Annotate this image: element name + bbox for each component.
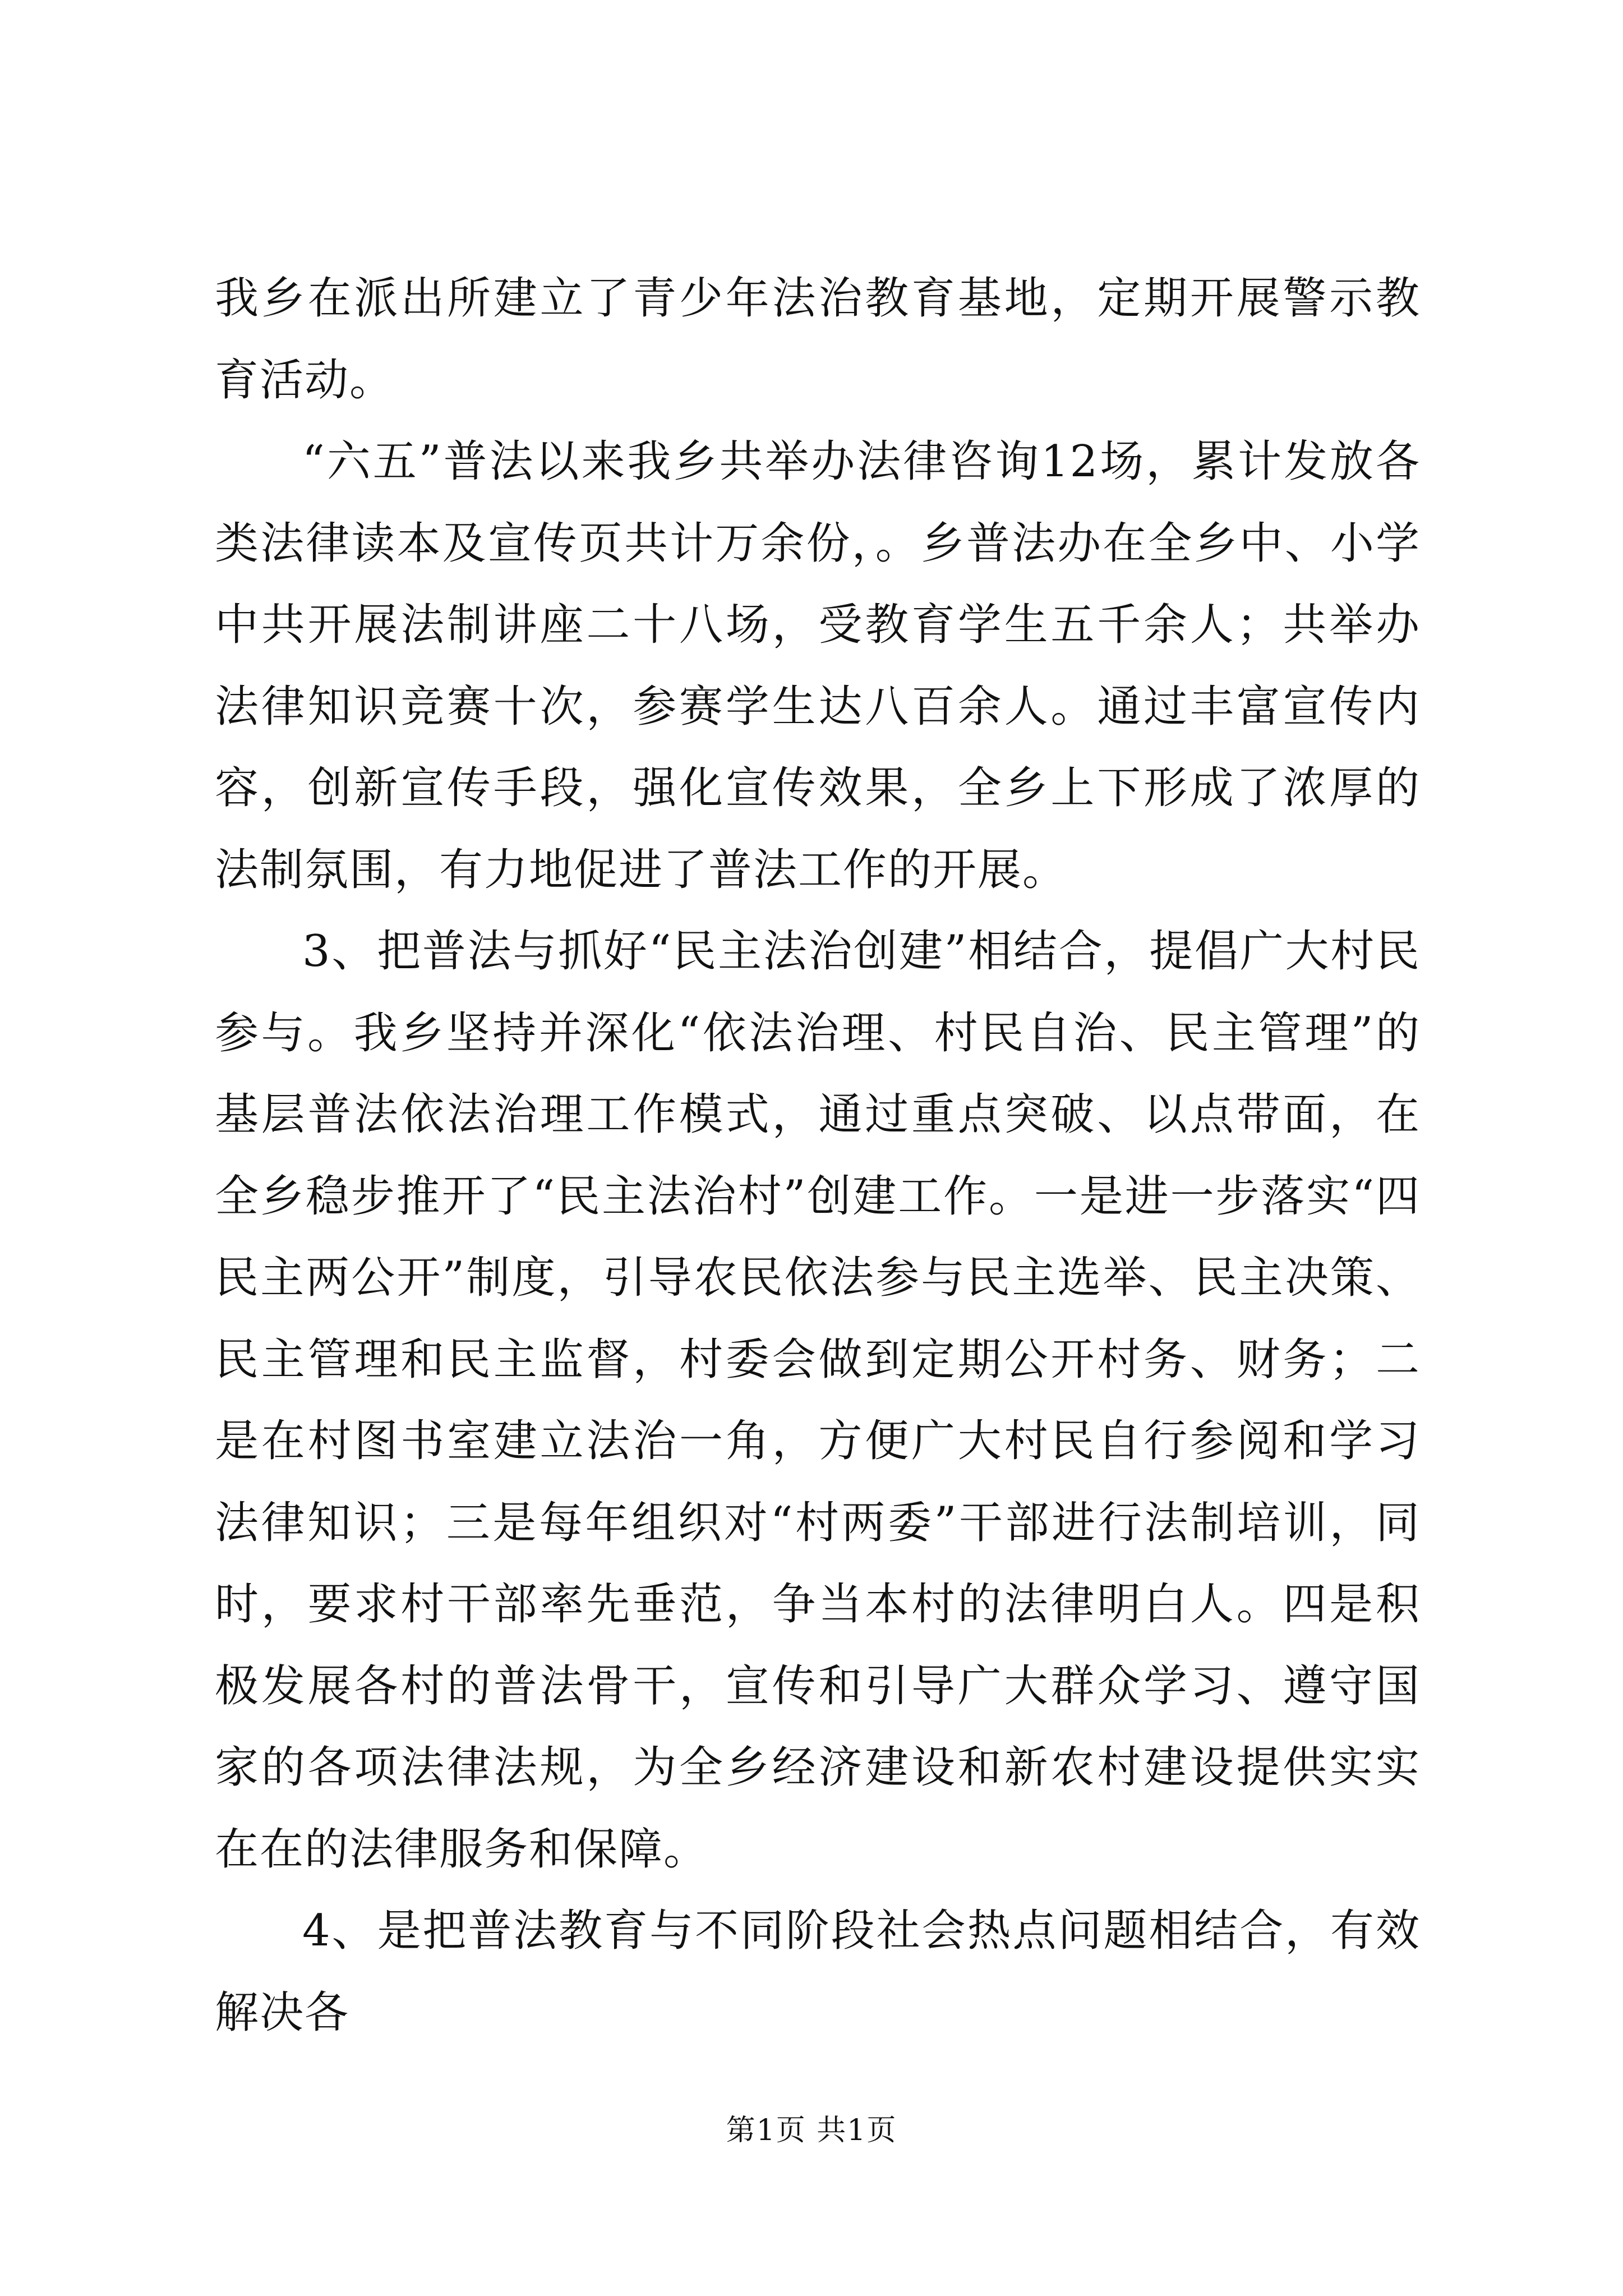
paragraph-2: “六五”普法以来我乡共举办法律咨询12场，累计发放各类法律读本及宣传页共计万余份，。乡普法办在全乡中、小学中共开展法制讲座二十八场，受教育学生五千余人；共举办法律知识竞赛十次，参赛学生达八百余人。通过丰富宣传内容，创新宣传手段，强化宣传效果，全乡上下形成了浓厚的法制氛围，有力地促进了普法工作的开展。 (215, 436, 1421, 895)
page-footer: 第1页 共1页 (726, 2114, 897, 2147)
paragraph-1: 我乡在派出所建立了青少年法治教育基地，定期开展警示教育活动。 (215, 273, 1421, 406)
document-body (215, 258, 1421, 2054)
paragraph-4: 4、是把普法教育与不同阶段社会热点问题相结合，有效解决各 (215, 1906, 1421, 2038)
paragraph-3: 3、把普法与抓好“民主法治创建”相结合，提倡广大村民参与。我乡坚持并深化“依法治理、村民自治、民主管理”的基层普法依法治理工作模式，通过重点突破、以点带面，在全乡稳步推开了“民主法治村”创建工作。一是进一步落实“四民主两公开”制度，引导农民依法参与民主选举、民主决策、民主管理和民主监督，村委会做到定期公开村务、财务；二是在村图书室建立法治一角，方便广大村民自行参阅和学习法律知识；三是每年组织对“村两委”干部进行法制培训，同时，要求村干部率先垂范，争当本村的法律明白人。四是积极发展各村的普法骨干，宣传和引导广大群众学习、遵守国家的各项法律法规，为全乡经济建设和新农村建设提供实实在在的法律服务和保障。 (215, 926, 1421, 1875)
